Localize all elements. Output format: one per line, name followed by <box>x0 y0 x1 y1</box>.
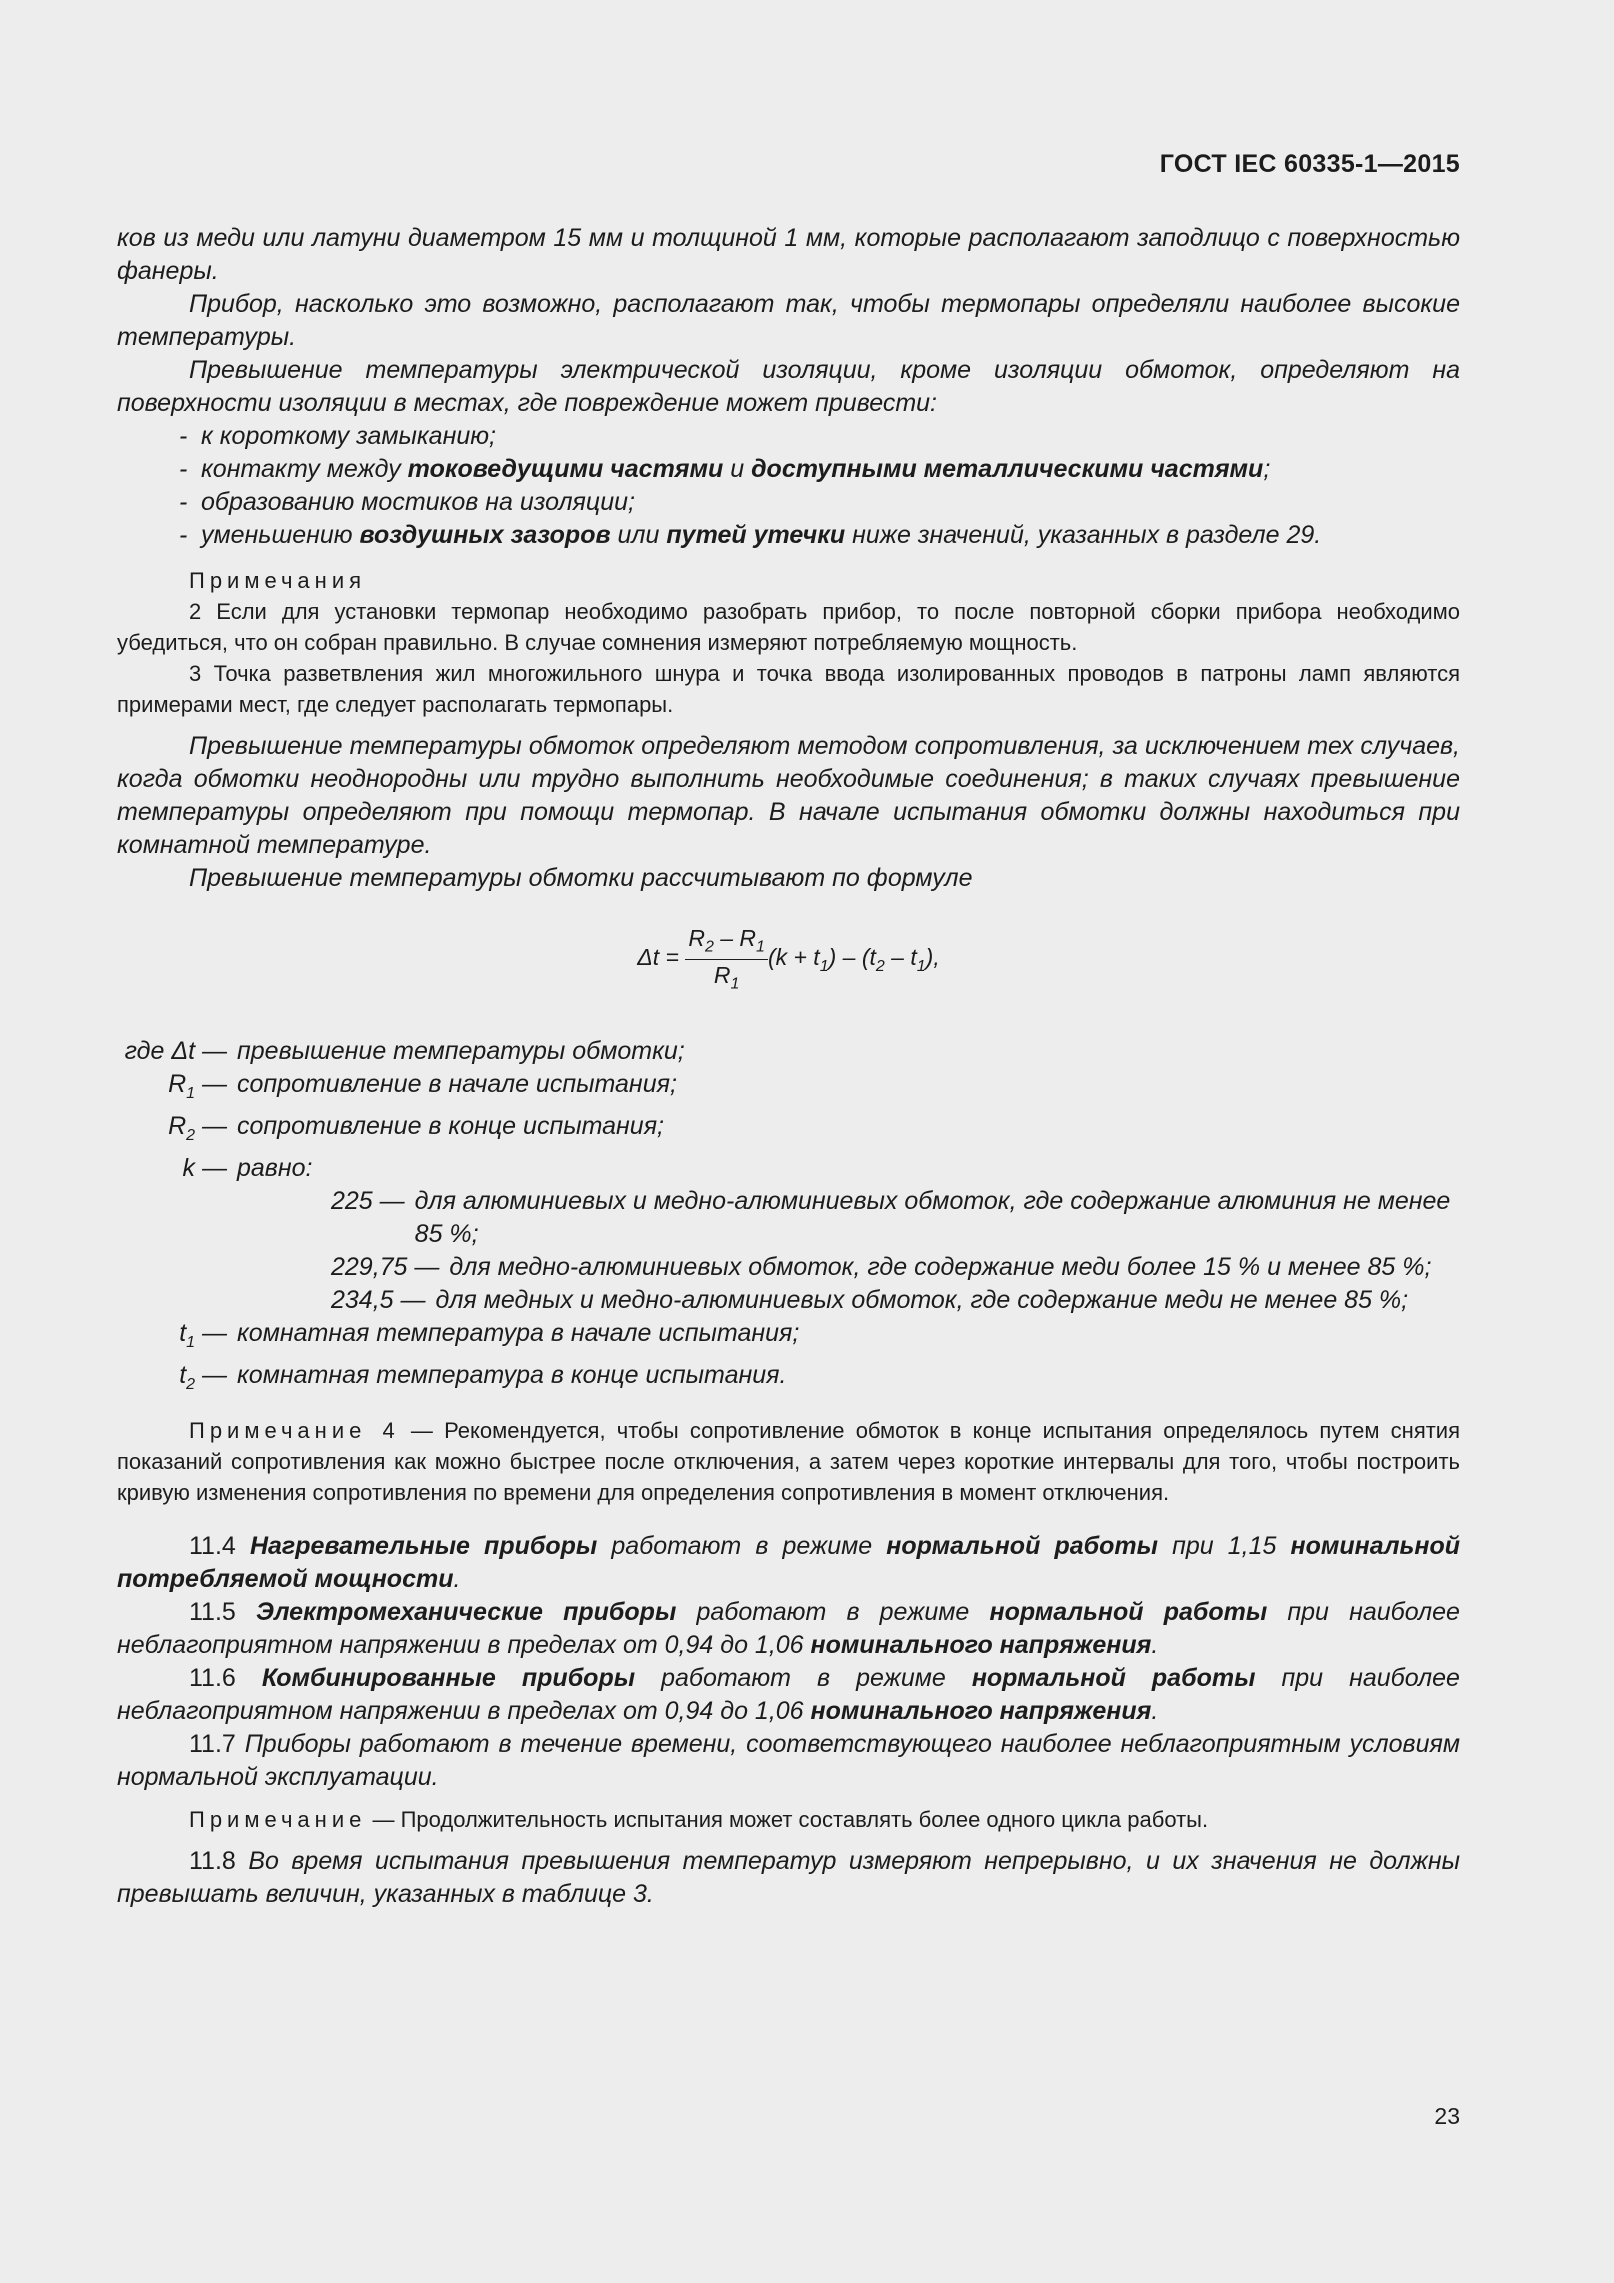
clause-11-5: 11.5 Электромеханические приборы работают в режиме нормальной работы при наиболее неблагоприятном напряжении в пределах от 0,94 до 1,06 номинального напряжения. <box>117 1598 1460 1659</box>
k-values: 225 — для алюминиевых и медно-алюминиевых обмоток, где содержание алюминия не менее 85 %; 229,75 — для медно-алюминиевых обмоток, где содержание меди более 15 % и менее 85 %; 234,5 — для медных и медно-алюминиевых обмоток, где содержание меди не менее 85 %; <box>331 1187 1451 1314</box>
note: 2 Если для установки термопар необходимо разобрать прибор, то после повторной сборки прибора необходимо убедиться, что он собран правильно. В случае сомнения измеряют потребляемую мощность. <box>117 599 1460 655</box>
clause-11-8: 11.8 Во время испытания превышения температур измеряют непрерывно, и их значения не должны превышать величин, указанных в таблице 3. <box>117 1847 1460 1908</box>
document-header: ГОСТ IEC 60335-1—2015 <box>1159 150 1460 178</box>
paragraph: Превышение температуры обмотки рассчитывают по формуле <box>189 864 973 892</box>
paragraph: Превышение температуры электрической изоляции, кроме изоляции обмоток, определяют на поверхности изоляции в местах, где повреждение может привести: <box>117 356 1460 417</box>
clause-11-7: 11.7 Приборы работают в течение времени, соответствующего наиболее неблагоприятным условиям нормальной эксплуатации. <box>117 1730 1460 1791</box>
list-item: - образованию мостиков на изоляции; <box>179 488 635 516</box>
document-body <box>117 222 1460 1911</box>
note: Примечание 4 — Рекомендуется, чтобы сопротивление обмоток в конце испытания определялось путем снятия показаний сопротивления как можно быстрее после отключения, а затем через короткие интервалы для того, чтобы построить кривую изменения сопротивления по времени для определения сопротивления в момент отключения. <box>117 1418 1461 1505</box>
formula-fraction: $\frac{R_2 - R_1}{R_1}$ <box>685 925 768 993</box>
paragraph: Превышение температуры обмоток определяют методом сопротивления, за исключением тех случаев, когда обмотки неоднородны или трудно выполнить необходимые соединения; в таких случаях превышение температуры определяют при помощи термопар. В начале испытания обмотки должны находиться при комнатной температуре. <box>117 732 1460 859</box>
page-number: 23 <box>1434 2103 1460 2129</box>
list-item: - контакту между токоведущими частями и доступными металлическими частями; <box>179 455 1271 483</box>
document-page <box>117 0 1460 2283</box>
paragraph: ков из меди или латуни диаметром 15 мм и толщиной 1 мм, которые располагают заподлицо с поверхностью фанеры. <box>117 224 1460 285</box>
notes-heading: Примечания <box>189 568 367 593</box>
paragraph: Прибор, насколько это возможно, располагают так, чтобы термопары определяли наиболее высокие температуры. <box>117 290 1460 351</box>
list-item: - к короткому замыканию; <box>179 422 496 450</box>
note: 3 Точка разветвления жил многожильного шнура и точка ввода изолированных проводов в патроны ламп являются примерами мест, где следует располагать термопары. <box>117 661 1460 717</box>
formula-legend: где Δt — превышение температуры обмотки; $R_1$ — сопротивление в начале испытания; $R_2$ — сопротивление в конце испытания; k — равно: <box>124 1037 685 1182</box>
list-item: - уменьшению воздушных зазоров или путей утечки ниже значений, указанных в разделе 29. <box>179 521 1322 549</box>
formula-legend-2: $t_1$ — комнатная температура в начале испытания; $t_2$ — комнатная температура в конце испытания. <box>179 1319 800 1393</box>
note: Примечание — Продолжительность испытания может составлять более одного цикла работы. <box>189 1807 1209 1832</box>
formula: Δt = $\frac{R_2 - R_1}{R_1}$ $(k + t_1) - (t_2 - t_1)$, <box>637 925 940 993</box>
clause-11-6: 11.6 Комбинированные приборы работают в режиме нормальной работы при наиболее неблагоприятном напряжении в пределах от 0,94 до 1,06 номинального напряжения. <box>117 1664 1460 1725</box>
clause-11-4: 11.4 Нагревательные приборы работают в режиме нормальной работы при 1,15 номинальной потребляемой мощности. <box>117 1532 1460 1593</box>
